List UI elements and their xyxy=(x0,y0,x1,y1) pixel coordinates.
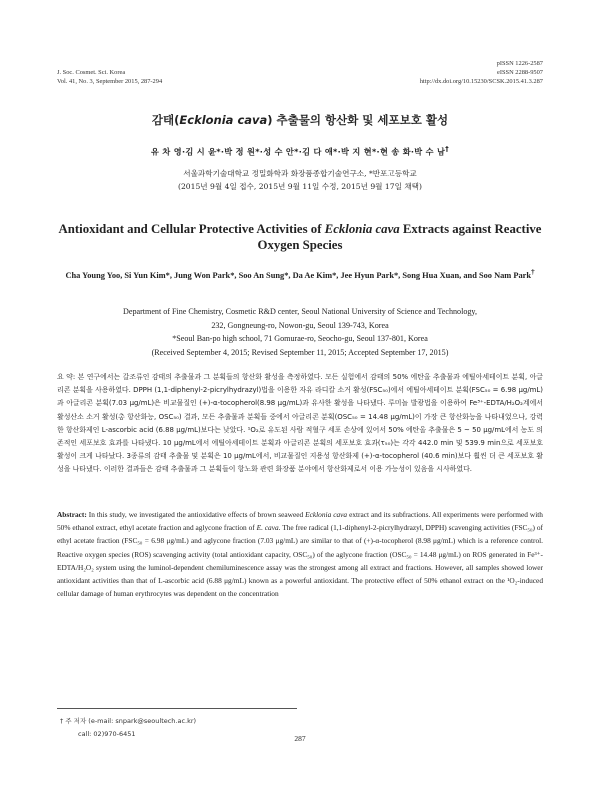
journal-volume: Vol. 41, No. 3, September 2015, 287-294 xyxy=(57,78,163,85)
journal-header-left xyxy=(57,68,162,86)
korean-title: 감태(Ecklonia cava) 추출물의 항산화 및 세포보호 활성 xyxy=(151,113,449,127)
korean-abstract xyxy=(57,371,543,477)
pissn: pISSN 1226-2587 xyxy=(496,60,543,67)
english-authors: Cha Young Yoo, Si Yun Kim*, Jung Won Park*, Soo An Sung*, Da Ae Kim*, Jee Hyun Park*, Song Hua Xuan, and Soo Nam Park† xyxy=(65,268,535,280)
journal-name: J. Soc. Cosmet. Sci. Korea xyxy=(57,69,126,76)
korean-authors: 유 차 영·김 시 윤*·박 정 원*·성 수 안*·김 다 애*·박 지 현*·현 송 화·박 수 남† xyxy=(151,145,449,157)
received-dates: (Received September 4, 2015; Revised September 11, 2015; Accepted September 17, 2015) xyxy=(151,347,449,357)
eissn: eISSN 2288-9507 xyxy=(497,69,543,76)
korean-affiliation: 서울과학기술대학교 정밀화학과 화장품종합기술연구소, *반포고등학교 (2015년 9월 4일 접수, 2015년 9월 11일 수정, 2015년 9월 17일 채택) xyxy=(0,167,600,193)
page-number: 287 xyxy=(294,734,306,743)
doi-link[interactable]: http://dx.doi.org/10.15230/SCSK.2015.41.3.287 xyxy=(419,78,543,85)
english-abstract-label: Abstract: xyxy=(57,510,87,519)
english-title: Antioxidant and Cellular Protective Activities of Ecklonia cava Extracts against Reactive Oxygen Species xyxy=(58,222,542,252)
english-affiliation: Department of Fine Chemistry, Cosmetic R&D center, Seoul National University of Science and Technology, 232, Gongneung-ro, Nowon-gu, Seoul 139-743, Korea *Seoul Ban-po high school, 71 Gomurae-ro, Seocho-gu, Seoul 137-801, Korea (Received September 4, 2015; Revised September 11, 2015; Accepted September 17, 2015) xyxy=(60,305,540,359)
korean-abstract-label: 요 약: xyxy=(57,373,76,381)
korean-abstract-text: 본 연구에서는 갈조류인 감태의 추출물과 그 분획들의 항산화 활성을 측정하였다. 모든 실험에서 감태의 50% 에탄올 추출물과 에틸아세테이트 분획, 아글리콘 분획을 사용하였다. DPPH (1,1-diphenyl-2-picrylhydrazyl)법을 이용한 자유 라디칼 소거 활성(FSC₅₀)에서 에틸아세테이트 분획(FSC₅₀ = 6.98 μg/mL)과 아글리콘 분획(7.03 μg/mL)은 비교물질인 (+)-α-tocopherol(8.98 μg/mL)과 유사한 활성을 나타냈다. 루미놀 발광법을 이용하여 Fe³⁺-EDTA/H₂O₂계에서 활성산소 소거 활성(총 항산화능, OSC₅₀) 결과, 모든 추출물과 분획들 중에서 아글리콘 분획(OSC₅₀ = 14.48 μg/mL)이 가장 큰 항산화능을 나타내었으나, 강력한 항산화제인 L-ascorbic acid (6.88 μg/mL)보다는 낮았다. ¹O₂로 유도된 사람 적혈구 세포 손상에 있어서 50% 에탄올 추출물은 5 ~ 50 μg/mL에서 농도 의존적인 세포보호 효과를 나타냈다. 10 μg/mL에서 에틸아세테이트 분획과 아글리콘 분획의 세포보호 효과(τ₅₀)는 각각 442.0 min 및 539.9 min으로 세포보호 활성이 크게 나타났다. 3종류의 감태 추출물 및 분획은 10 μg/mL에서, 비교물질인 지용성 항산화제 (+)-α-tocopherol (40.6 min)보다 훨씬 더 큰 세포보호 활성을 나타냈다. 이러한 결과들은 감태 추출물과 그 분획들이 항노화 관련 화장품 분야에서 항산화제로서 이용 가능성이 있음을 시사하였다. xyxy=(57,373,543,474)
footnote-rule xyxy=(57,708,297,709)
korean-dates: (2015년 9월 4일 접수, 2015년 9월 11일 수정, 2015년 9월 17일 채택) xyxy=(178,182,422,191)
english-abstract: Abstract: In this study, we investigated the antioxidative effects of brown seaweed Ecklonia cava extract and its subfractions. All experiments were performed with 50% ethanol extract, ethyl acetate fraction and aglycone fraction of E. cava. The free radical (1,1-diphenyl-2-picrylhydrazyl, DPPH) scavenging activities (FSC₅₀) of ethyl acetate fraction (FSC₅₀ = 6.98 μg/mL) and aglycone fraction (7.03 μg/mL) are similar to that of (+)-α-tocopherol (8.98 μg/mL) which is a reference control. Reactive oxygen species (ROS) scavenging activity (total antioxidant capacity, OSC₅₀) of the aglycone fraction (OSC₅₀ = 14.48 μg/mL) on ROS generated in Fe³⁺-EDTA/H₂O₂ system using the luminol-dependent chemiluminescence assay was the strongest among all extract and fractions. However, all samples showed lower antioxidant activities than that of L-ascorbic acid (6.88 μg/mL) known as a powerful antioxidant. The protective effect of 50% ethanol extract on the ¹O₂-induced cellular damage of human erythrocytes was dependent on the concentration xyxy=(57,510,543,599)
journal-header-right xyxy=(420,59,543,86)
corresponding-author-footnote: † 주 저자 (e-mail: snpark@seoultech.ac.kr) call: 02)970-6451 xyxy=(60,717,197,738)
